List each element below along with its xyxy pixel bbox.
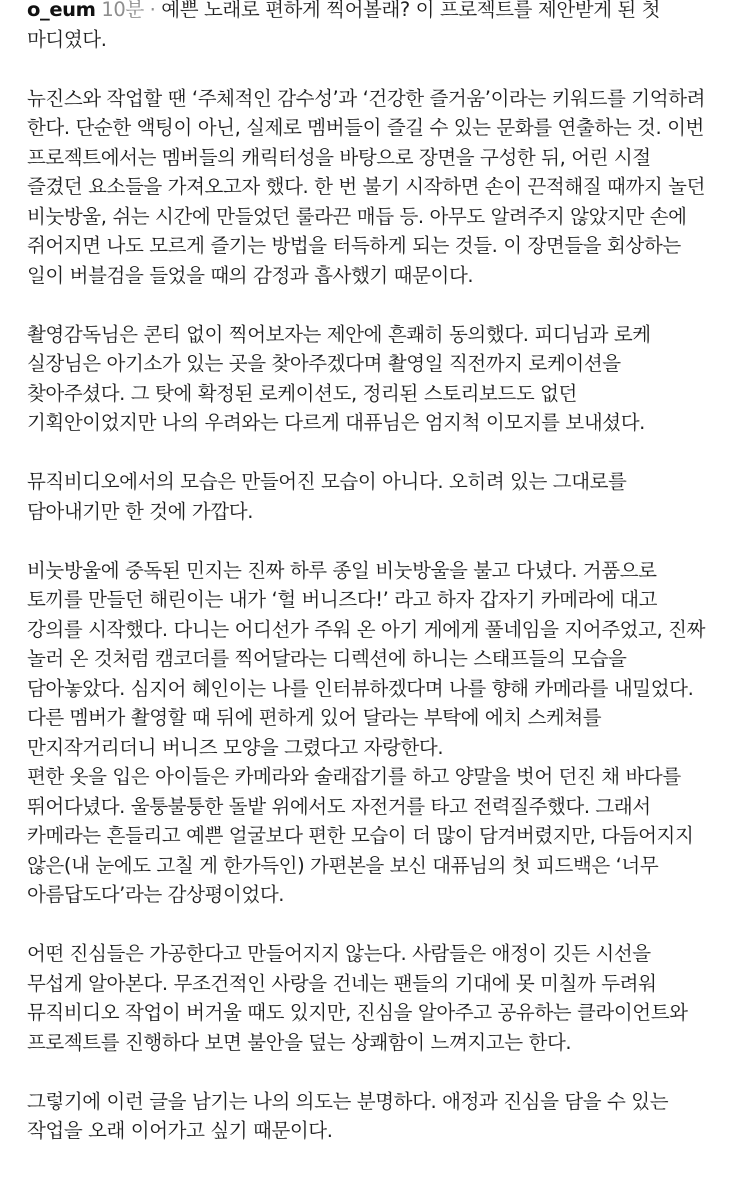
caption-paragraph-5: 편한 옷을 입은 아이들은 카메라와 술래잡기를 하고 양말을 벗어 던진 채 바다를 뛰어다녔다. 울퉁불퉁한 돌밭 위에서도 자전거를 타고 전력질주했다. 그래서 카메라는 흔들리고 예쁜 얼굴보다 편한 모습이 더 많이 담겨버렸지만, 다듬어지지 않은(내 눈에도 고칠 게 한가득인) 가편본을 보신 대퓨님의 첫 피드백은 ‘너무 아름답도다’라는 감상평이었다. [27,765,694,906]
caption-paragraph-6: 어떤 진심들은 가공한다고 만들어지지 않는다. 사람들은 애정이 깃든 시선을 무섭게 알아본다. 무조건적인 사랑을 건네는 팬들의 기대에 못 미칠까 두려워 뮤직비디오 작업이 버거울 때도 있지만, 진심을 알아주고 공유하는 클라이언트와 프로젝트를 진행하다 보면 불안을 덮는 상쾌함이 느껴지고는 한다. [27,942,688,1054]
caption-intro: 예쁜 노래로 편하게 찍어볼래? 이 프로젝트를 제안받게 된 첫 마디였다. [27,0,661,51]
caption-text [27,0,709,1146]
caption-paragraph-2: 촬영감독님은 콘티 없이 찍어보자는 제안에 흔쾌히 동의했다. 피디님과 로케 실장님은 아기소가 있는 곳을 찾아주겠다며 촬영일 직전까지 로케이션을 찾아주셨다. 그 탓에 확정된 로케이션도, 정리된 스토리보드도 없던 기획안이었지만 나의 우려와는 다르게 대퓨님은 엄지척 이모지를 보내셨다. [27,322,651,434]
post-timestamp: 10분 [101,0,144,21]
caption-paragraph-1: 뉴진스와 작업할 땐 ‘주체적인 감수성’과 ‘건강한 즐거움’이라는 키워드를 기억하려 한다. 단순한 액팅이 아닌, 실제로 멤버들이 즐길 수 있는 문화를 연출하는 것. 이번 프로젝트에서는 멤버들의 캐릭터성을 바탕으로 장면을 구성한 뒤, 어린 시절 즐겼던 요소들을 가져오고자 했다. 한 번 불기 시작하면 손이 끈적해질 때까지 놀던 비눗방울, 쉬는 시간에 만들었던 룰라끈 매듭 등. 아무도 알려주지 않았지만 손에 쥐어지면 나도 모르게 즐기는 방법을 터득하게 되는 것들. 이 장면들을 회상하는 일이 버블검을 들었을 때의 감정과 흡사했기 때문이다. [27,86,706,287]
caption-header [27,0,709,54]
username-link[interactable]: o_eum [27,0,96,21]
separator-dot: · [149,0,156,21]
caption-paragraph-7: 그렇기에 이런 글을 남기는 나의 의도는 분명하다. 애정과 진심을 담을 수 있는 작업을 오래 이어가고 싶기 때문이다. [27,1089,669,1142]
caption-paragraph-3: 뮤직비디오에서의 모습은 만들어진 모습이 아니다. 오히려 있는 그대로를 담아내기만 한 것에 가깝다. [27,470,627,523]
caption-paragraph-4: 비눗방울에 중독된 민지는 진짜 하루 종일 비눗방울을 불고 다녔다. 거품으로 토끼를 만들던 해린이는 내가 ‘헐 버니즈다!’ 라고 하자 갑자기 카메라에 대고 강의를 시작했다. 다니는 어디선가 주워 온 아기 게에게 풀네임을 지어주었고, 진짜 놀러 온 것처럼 캠코더를 찍어달라는 디렉션에 하니는 스태프들의 모습을 담아놓았다. 심지어 혜인이는 나를 인터뷰하겠다며 나를 향해 카메라를 내밀었다. 다른 멤버가 촬영할 때 뒤에 편하게 있어 달라는 부탁에 에치 스케쳐를 만지작거리더니 버니즈 모양을 그렸다고 자랑한다. [27,558,706,759]
